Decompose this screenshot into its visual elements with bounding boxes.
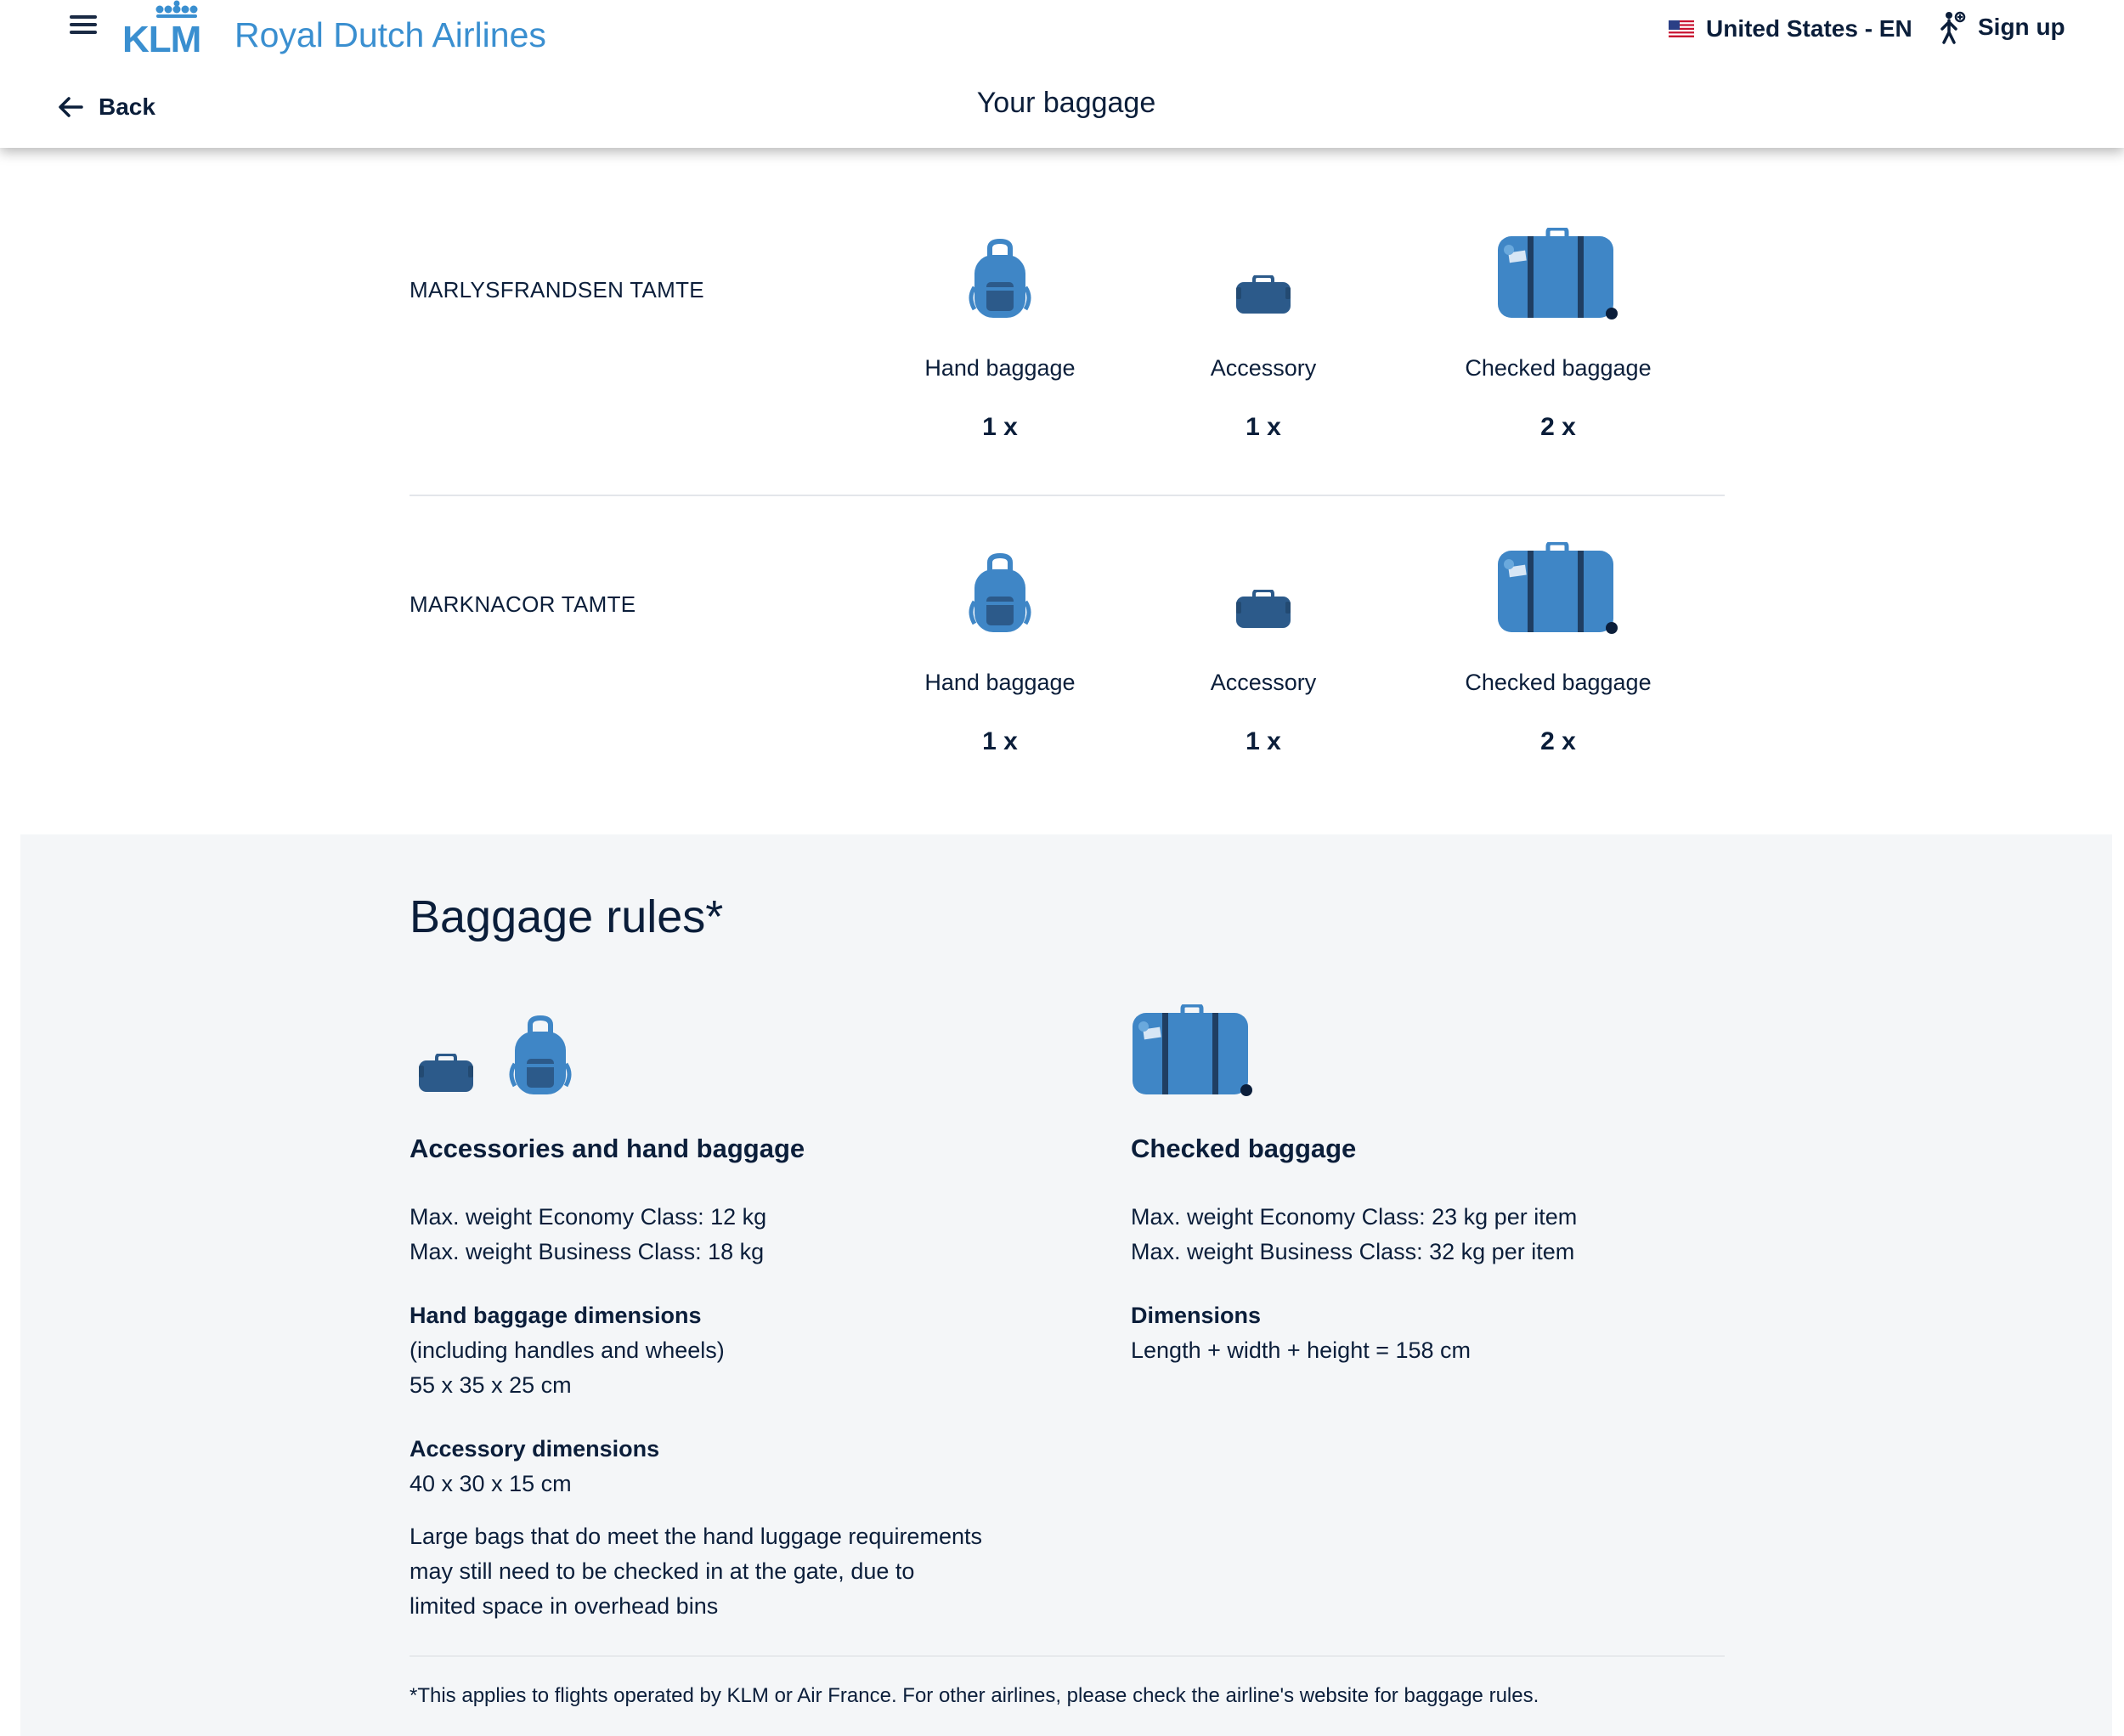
suitcase-icon xyxy=(1497,542,1619,636)
suitcase-icon xyxy=(1132,1004,1254,1098)
hand-dimensions-note: (including handles and wheels) xyxy=(410,1337,725,1363)
sign-up-label: Sign up xyxy=(1978,14,2065,40)
person-icon xyxy=(1939,10,1966,44)
bag-label: Checked baggage xyxy=(1465,670,1652,695)
bag-count: 1 x xyxy=(982,413,1018,441)
bag-count: 2 x xyxy=(1540,413,1576,441)
bag-count: 1 x xyxy=(1246,727,1281,755)
hand-note-line: limited space in overhead bins xyxy=(410,1593,719,1619)
passenger-name: MARKNACOR TAMTE xyxy=(410,591,636,617)
accessory-bag-icon xyxy=(418,1054,474,1093)
locale-label: United States - EN xyxy=(1706,15,1912,42)
bag-label: Hand baggage xyxy=(924,670,1076,695)
backpack-icon xyxy=(966,552,1034,634)
back-label: Back xyxy=(99,93,155,120)
suitcase-icon xyxy=(1497,228,1619,321)
accessory-bag-icon xyxy=(1235,275,1291,314)
klm-logo[interactable] xyxy=(122,0,581,59)
hand-note-line: may still need to be checked in at the gate, due to xyxy=(410,1558,915,1584)
hand-baggage-title: Accessories and hand baggage xyxy=(410,1134,805,1163)
sign-up-button[interactable] xyxy=(1939,8,2065,46)
bag-count: 1 x xyxy=(1246,413,1281,441)
hand-dimensions-value: 55 x 35 x 25 cm xyxy=(410,1372,572,1398)
hand-note-line: Large bags that do meet the hand luggage requirements xyxy=(410,1524,982,1549)
passenger-row xyxy=(0,148,2124,496)
bag-count: 2 x xyxy=(1540,727,1576,755)
hand-dimensions-title: Hand baggage dimensions xyxy=(410,1303,702,1328)
rules-divider xyxy=(410,1655,1725,1657)
accessory-dimensions-value: 40 x 30 x 15 cm xyxy=(410,1471,572,1496)
checked-weight-business: Max. weight Business Class: 32 kg per item xyxy=(1131,1239,1575,1264)
passenger-name: MARLYSFRANDSEN TAMTE xyxy=(410,277,704,303)
bag-label: Hand baggage xyxy=(924,355,1076,381)
rules-title: Baggage rules* xyxy=(410,891,724,942)
klm-crown-logo xyxy=(151,0,202,19)
checked-baggage-title: Checked baggage xyxy=(1131,1134,1357,1163)
bag-label: Accessory xyxy=(1210,355,1317,381)
locale-selector[interactable] xyxy=(1669,12,1912,46)
menu-icon[interactable] xyxy=(70,15,99,36)
accessory-dimensions-title: Accessory dimensions xyxy=(410,1436,660,1462)
bag-count: 1 x xyxy=(982,727,1018,755)
brand-mark: KLM xyxy=(122,19,201,60)
bag-label: Accessory xyxy=(1210,670,1317,695)
backpack-icon xyxy=(506,1015,574,1096)
rules-footnote: *This applies to flights operated by KLM or Air France. For other airlines, please check the airline's website for baggage rules. xyxy=(410,1684,1539,1707)
passenger-row xyxy=(0,496,2124,834)
us-flag-icon xyxy=(1669,20,1694,37)
hand-weight-business: Max. weight Business Class: 18 kg xyxy=(410,1239,765,1264)
top-header xyxy=(0,0,2124,148)
bag-label: Checked baggage xyxy=(1465,355,1652,381)
checked-dimensions-value: Length + width + height = 158 cm xyxy=(1131,1337,1472,1363)
accessory-bag-icon xyxy=(1235,590,1291,629)
baggage-rules-section xyxy=(20,834,2112,1736)
checked-dimensions-title: Dimensions xyxy=(1131,1303,1262,1328)
backpack-icon xyxy=(966,238,1034,319)
hand-weight-economy: Max. weight Economy Class: 12 kg xyxy=(410,1204,767,1230)
checked-weight-economy: Max. weight Economy Class: 23 kg per item xyxy=(1131,1204,1578,1230)
page-title: Your baggage xyxy=(976,87,1156,119)
brand-name: Royal Dutch Airlines xyxy=(234,15,546,54)
